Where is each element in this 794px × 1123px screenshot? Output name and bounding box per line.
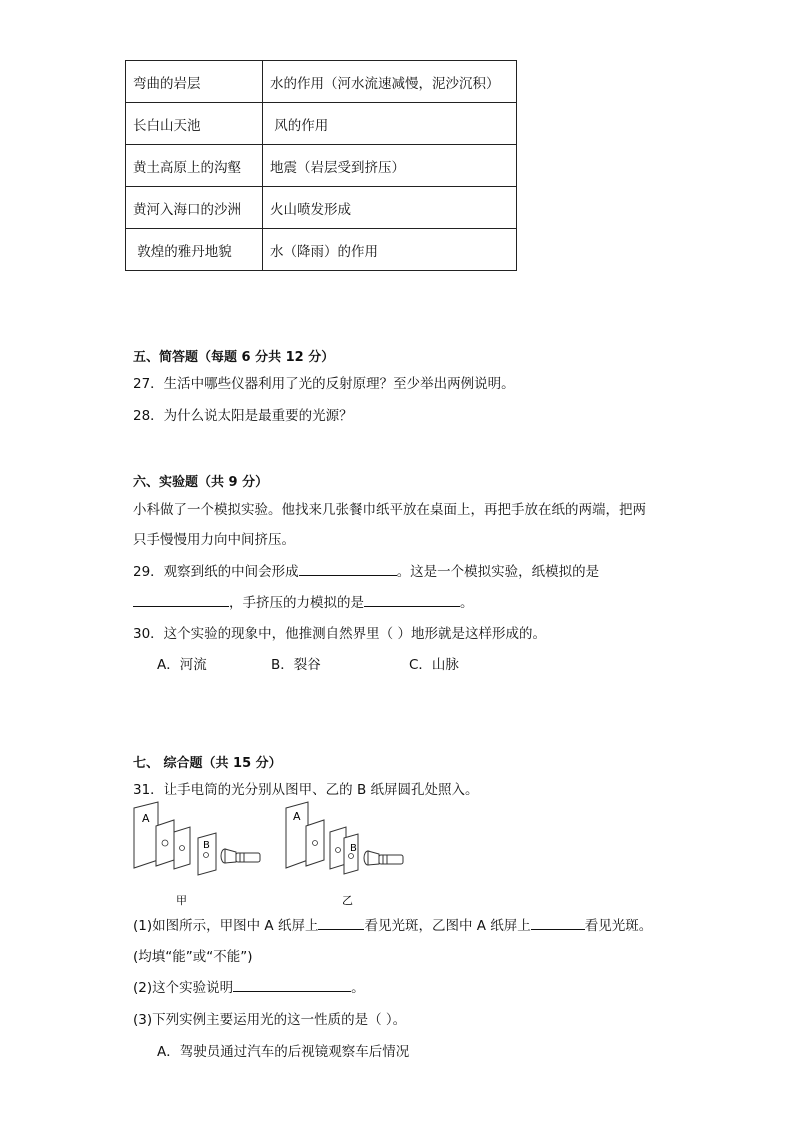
table-cell-cause: 水（降雨）的作用 <box>263 229 517 271</box>
sub2-text-1: (2)这个实验说明 <box>133 980 234 996</box>
sub1-text-2: 看见光斑，乙图中 A 纸屏上 <box>364 918 531 934</box>
sub2-text-2: 。 <box>351 980 365 996</box>
table-cell-cause: 地震（岩层受到挤压） <box>263 145 517 187</box>
figure-label-a: A <box>142 812 150 825</box>
sub-question-1-note: (均填“能”或“不能”) <box>133 949 253 965</box>
q29-text-2: 。这是一个模拟实验，纸模拟的是 <box>396 564 600 580</box>
figure-yi <box>280 800 420 910</box>
figure-label-b: B <box>203 840 210 851</box>
flashlight-icon <box>364 851 403 865</box>
section7-heading: 七、 综合题（共 15 分） <box>133 756 282 771</box>
matching-table <box>125 60 517 271</box>
sub1-text-3: 看见光斑。 <box>584 918 653 934</box>
q29-text-4: 。 <box>460 595 474 611</box>
hole-icon <box>313 841 318 846</box>
table-row <box>126 187 517 229</box>
answer-blank[interactable] <box>133 592 229 607</box>
hole-icon <box>204 853 209 858</box>
section5-heading: 五、简答题（每题 6 分共 12 分） <box>133 350 335 365</box>
sub3-option-a: A．驾驶员通过汽车的后视镜观察车后情况 <box>157 1044 410 1060</box>
experiment-intro-line1: 小科做了一个模拟实验。他找来几张餐巾纸平放在桌面上，再把手放在纸的两端，把两 <box>133 502 646 518</box>
sub-question-2 <box>133 976 365 996</box>
option-a: A．河流 <box>157 657 207 673</box>
answer-blank[interactable] <box>531 915 585 930</box>
table-cell-cause: 火山喷发形成 <box>263 187 517 229</box>
table-cell-landform: 弯曲的岩层 <box>126 61 263 103</box>
answer-blank[interactable] <box>233 977 351 992</box>
flashlight-icon <box>221 849 260 863</box>
question-27: 27．生活中哪些仪器利用了光的反射原理？至少举出两例说明。 <box>133 376 515 392</box>
figure-jia <box>128 800 268 910</box>
answer-blank[interactable] <box>364 592 460 607</box>
figure-label-a: A <box>293 810 301 823</box>
hole-icon <box>349 854 354 859</box>
question-29-line2 <box>133 591 474 611</box>
option-c: C．山脉 <box>409 657 459 673</box>
question-30: 30．这个实验的现象中，他推测自然界里（ ）地形就是这样形成的。 <box>133 626 546 642</box>
sub1-text-1: (1)如图所示，甲图中 A 纸屏上 <box>133 918 319 934</box>
option-b: B．裂谷 <box>271 657 321 673</box>
section6-heading: 六、实验题（共 9 分） <box>133 475 269 490</box>
answer-blank[interactable] <box>318 915 364 930</box>
hole-icon <box>162 840 168 846</box>
answer-blank[interactable] <box>299 561 397 576</box>
q29-text-3: ，手挤压的力模拟的是 <box>229 595 364 611</box>
table-row <box>126 229 517 271</box>
table-row <box>126 103 517 145</box>
sub-question-3: (3)下列实例主要运用光的这一性质的是（ ）。 <box>133 1012 407 1028</box>
experiment-intro-line2: 只手慢慢用力向中间挤压。 <box>133 532 295 548</box>
figure-caption: 甲 <box>176 894 187 907</box>
question-28: 28．为什么说太阳是最重要的光源？ <box>133 408 353 424</box>
table-cell-landform: 黄土高原上的沟壑 <box>126 145 263 187</box>
table-cell-landform: 长白山天池 <box>126 103 263 145</box>
figure-caption: 乙 <box>342 894 353 907</box>
figure-label-b: B <box>350 843 357 854</box>
hole-icon <box>336 848 341 853</box>
table-row <box>126 61 517 103</box>
table-cell-cause: 水的作用（河水流速减慢，泥沙沉积） <box>263 61 517 103</box>
table-row <box>126 145 517 187</box>
table-cell-landform: 黄河入海口的沙洲 <box>126 187 263 229</box>
question-31: 31．让手电筒的光分别从图甲、乙的 B 纸屏圆孔处照入。 <box>133 782 479 798</box>
table-cell-cause: 风的作用 <box>263 103 517 145</box>
question-29-line1 <box>133 560 599 580</box>
q29-text-1: 29．观察到纸的中间会形成 <box>133 564 299 580</box>
table-cell-landform: 敦煌的雅丹地貌 <box>126 229 263 271</box>
sub-question-1 <box>133 914 652 934</box>
hole-icon <box>180 846 185 851</box>
